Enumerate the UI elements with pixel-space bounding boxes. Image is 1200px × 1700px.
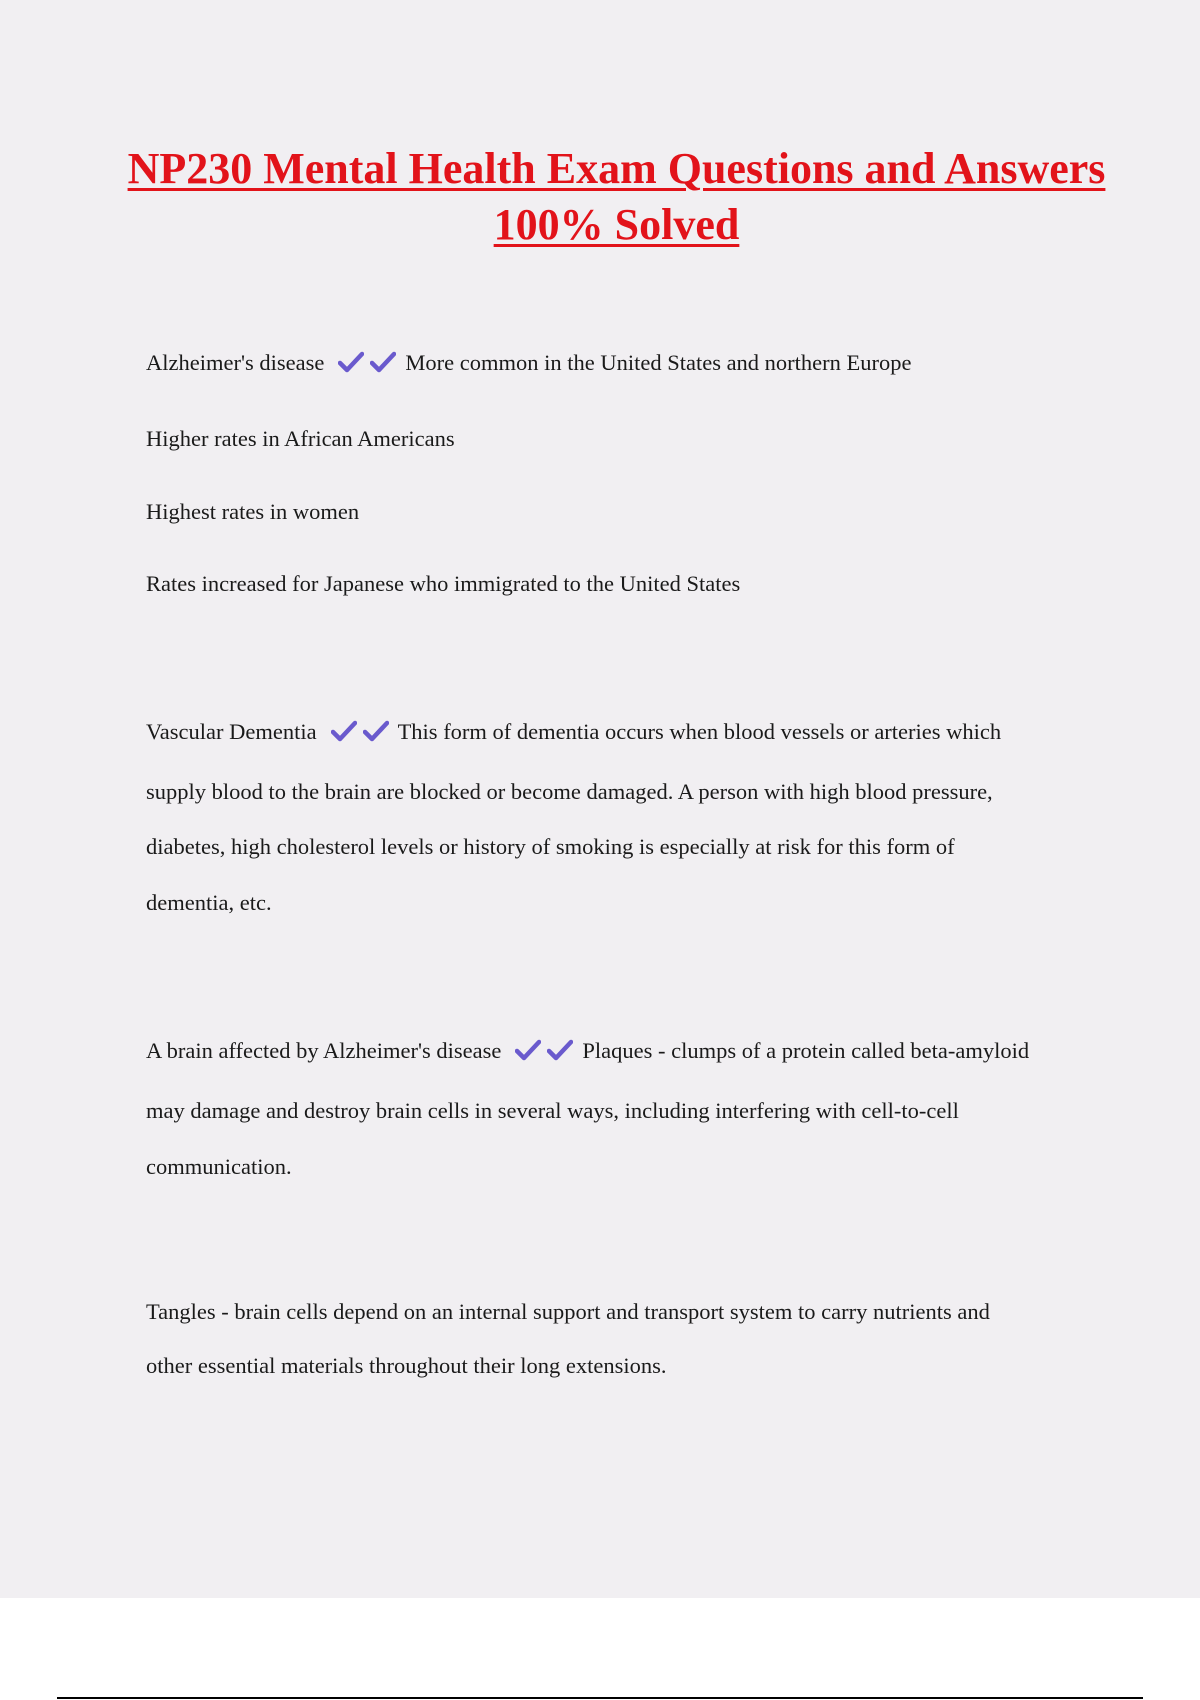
entry-answer-text: Plaques - clumps of a protein called beta-amyloid — [582, 1038, 1030, 1063]
check-icon — [515, 1039, 541, 1061]
entry-term: Vascular Dementia — [146, 719, 317, 744]
entry-brain-line-4: Tangles - brain cells depend on an internal support and transport system to carry nutrients and — [146, 1299, 990, 1324]
entry-vascular-line-4: dementia, etc. — [146, 890, 272, 915]
check-icon — [363, 720, 389, 742]
double-check-icon — [331, 720, 395, 749]
check-icon — [370, 351, 396, 373]
entry-answer-text: This form of dementia occurs when blood vessels or arteries which — [397, 719, 1002, 744]
entry-alzheimers-line-3: Highest rates in women — [146, 499, 360, 524]
footer-divider — [57, 1697, 1143, 1699]
entry-answer-text: More common in the United States and northern Europe — [405, 350, 912, 375]
double-check-icon — [338, 351, 402, 380]
entry-vascular-line-2: supply blood to the brain are blocked or become damaged. A person with high blood pressure, — [146, 779, 993, 804]
entry-brain-line-2: may damage and destroy brain cells in several ways, including interfering with cell-to-cell — [146, 1098, 959, 1123]
entry-vascular-line-3: diabetes, high cholesterol levels or history of smoking is especially at risk for this form of — [146, 834, 955, 859]
entry-alzheimers-line-4: Rates increased for Japanese who immigrated to the United States — [146, 571, 741, 596]
double-check-icon — [515, 1039, 579, 1068]
entry-term: A brain affected by Alzheimer's disease — [146, 1038, 502, 1063]
entry-brain-line-3: communication. — [146, 1154, 292, 1179]
check-icon — [338, 351, 364, 373]
entry-brain-line-1 — [146, 1037, 1029, 1068]
entry-alzheimers-line-1 — [146, 349, 912, 380]
check-icon — [331, 720, 357, 742]
entry-brain-line-5: other essential materials throughout their long extensions. — [146, 1353, 667, 1378]
document-title: NP230 Mental Health Exam Questions and Answers 100% Solved — [127, 144, 1106, 249]
entry-alzheimers-line-2: Higher rates in African Americans — [146, 426, 455, 451]
entry-term: Alzheimer's disease — [146, 350, 325, 375]
check-icon — [547, 1039, 573, 1061]
entry-vascular-line-1 — [146, 718, 1001, 749]
